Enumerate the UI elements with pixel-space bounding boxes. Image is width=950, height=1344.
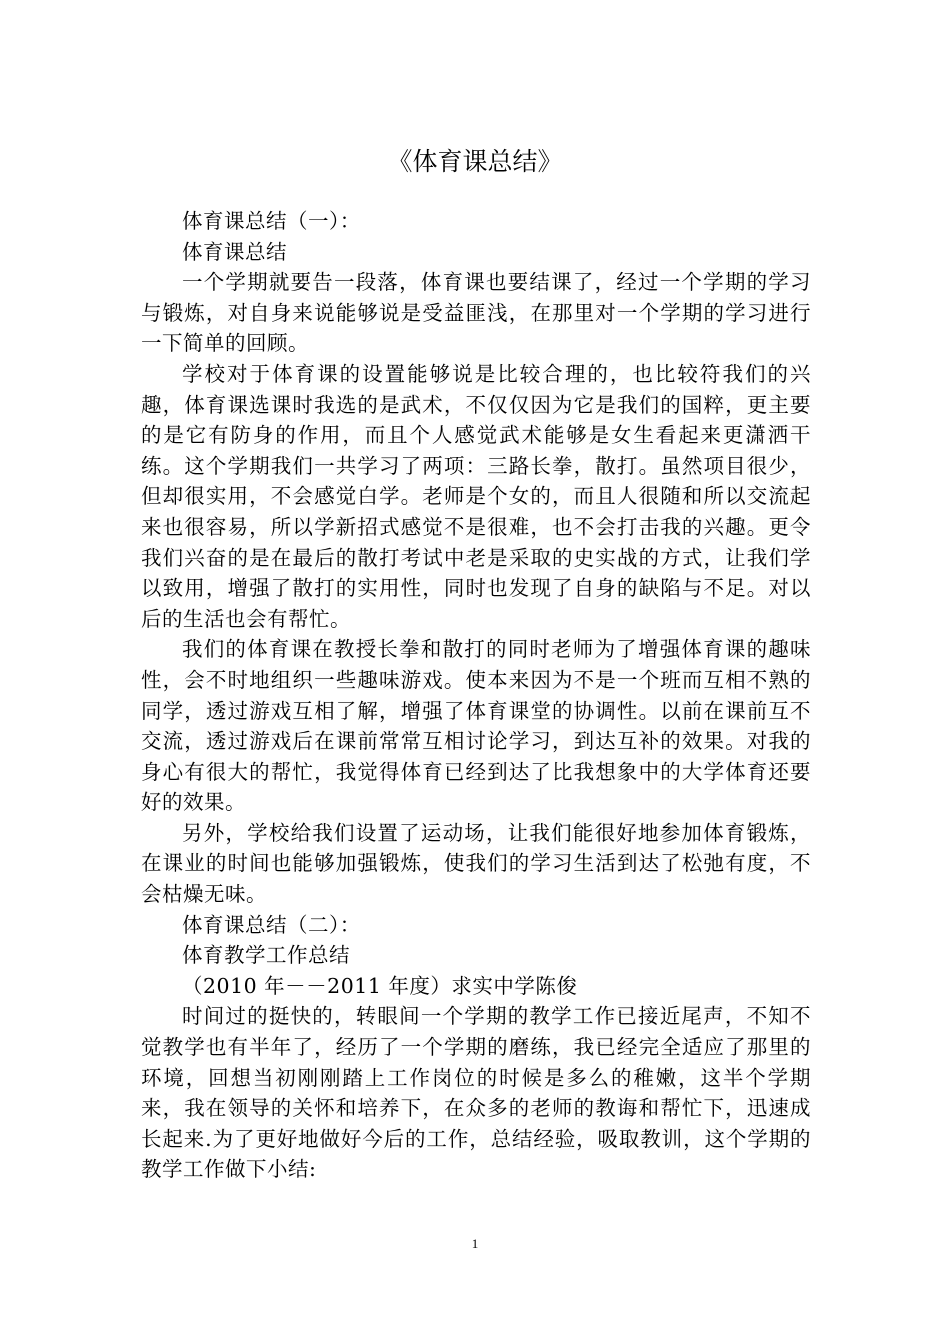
subheading-1: 体育课总结 <box>182 239 287 264</box>
body-paragraph: 学校对于体育课的设置能够说是比较合理的，也比较符我们的兴趣，体育课选课时我选的是武术，不仅仅因为它是我们的国粹，更主要的是它有防身的作用，而且个人感觉武术能够是女生看起来更潇洒干练。这个学期我们一共学习了两项：三路长拳，散打。虽然项目很少，但却很实用，不会感觉白学。老师是个女的，而且人很随和所以交流起来也很容易，所以学新招式感觉不是很难，也不会打击我的兴趣。更令我们兴奋的是在最后的散打考试中老是采取的史实战的方式，让我们学以致用，增强了散打的实用性，同时也发现了自身的缺陷与不足。对以后的生活也会有帮忙。 <box>141 361 811 631</box>
body-paragraph: 一个学期就要告一段落，体育课也要结课了，经过一个学期的学习与锻炼，对自身来说能够说是受益匪浅，在那里对一个学期的学习进行一下简单的回顾。 <box>141 270 811 356</box>
body-paragraph: 我们的体育课在教授长拳和散打的同时老师为了增强体育课的趣味性，会不时地组织一些趣味游戏。使本来因为不是一个班而互相不熟的同学，透过游戏互相了解，增强了体育课堂的协调性。以前在课前互不交流，透过游戏后在课前常常互相讨论学习，到达互补的效果。对我的身心有很大的帮忙，我觉得体育已经到达了比我想象中的大学体育还要好的效果。 <box>141 637 811 815</box>
subheading-2: 体育教学工作总结 <box>182 943 350 968</box>
body-paragraph: 时间过的挺快的，转眼间一个学期的教学工作已接近尾声，不知不觉教学也有半年了，经历了一个学期的磨练，我已经完全适应了那里的环境，回想当初刚刚踏上工作岗位的时候是多么的稚嫩，这半个学期来，我在领导的关怀和培养下，在众多的老师的教诲和帮忙下，迅速成长起来.为了更好地做好今后的工作，总结经验，吸取教训，这个学期的教学工作做下小结: <box>141 1004 811 1182</box>
author-line: （2010 年－－2011 年度）求实中学陈俊 <box>182 973 578 998</box>
page-number: 1 <box>471 1236 479 1251</box>
section-heading-2: 体育课总结（二）： <box>182 912 361 937</box>
document-body <box>141 206 811 1185</box>
body-paragraph: 另外，学校给我们设置了运动场，让我们能很好地参加体育锻炼，在课业的时间也能够加强锻炼，使我们的学习生活到达了松弛有度，不会枯燥无味。 <box>141 820 811 907</box>
section-heading-1: 体育课总结（一）： <box>182 209 361 233</box>
document-title: 《体育课总结》 <box>387 147 563 176</box>
